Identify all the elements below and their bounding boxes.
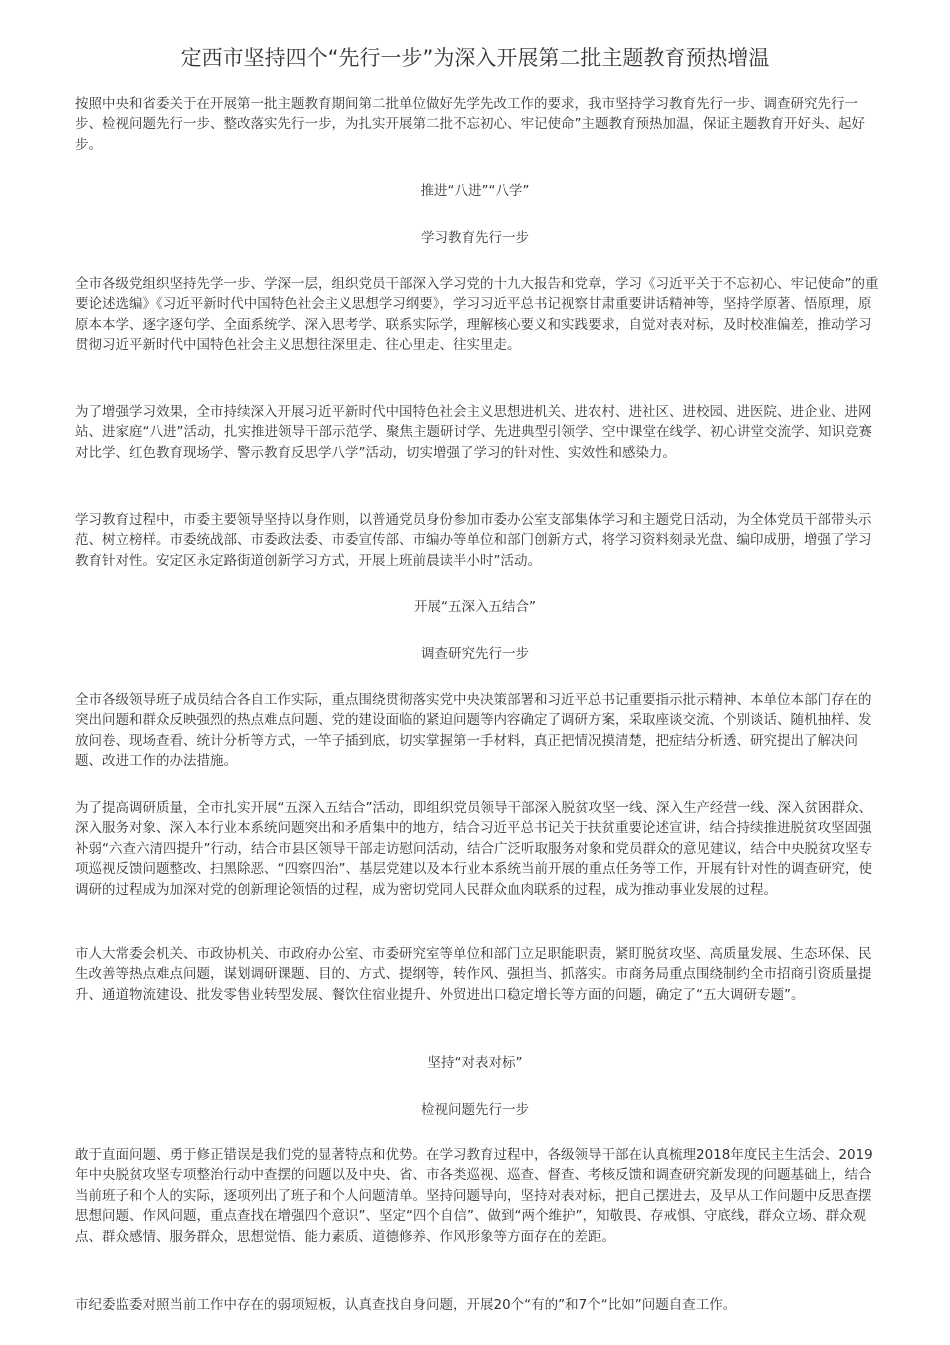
section3-paragraph-2: 市纪委监委对照当前工作中存在的弱项短板，认真查找自身问题，开展20个“有的”和7个“比如”问题自查工作。 [75,1297,737,1313]
section2-subheading: 调查研究先行一步 [421,646,529,662]
section2-paragraph-2: 为了提高调研质量，全市扎实开展“五深入五结合”活动，即组织党员领导干部深入脱贫攻坚一线、深入生产经营一线、深入贫困群众、深入服务对象、深入本行业本系统问题突出和矛盾集中的地方，结合习近平总书记关于扶贫重要论述宣讲，结合持续推进脱贫攻坚固强补弱“六查六清四提升”行动，结合市县区领导干部走访慰问活动，结合广泛听取服务对象和党员群众的意见建议，结合中央脱贫攻坚专项巡视反馈问题整改、扫黑除恶、“四察四治”、基层党建以及本行业本系统当前开展的重点任务等工作，开展有针对性的调查研究，使调研的过程成为加深对党的创新理论领悟的过程，成为密切党同人民群众血肉联系的过程，成为推动事业发展的过程。 [75,800,872,898]
section1-heading: 推进“八进”“八学” [420,183,530,199]
section2-heading: 开展“五深入五结合” [414,599,536,615]
section2-paragraph-3: 市人大常委会机关、市政协机关、市政府办公室、市委研究室等单位和部门立足职能职责，紧盯脱贫攻坚、高质量发展、生态环保、民生改善等热点难点问题，谋划调研课题、目的、方式、提纲等，转作风、强担当、抓落实。市商务局重点围绕制约全市招商引资质量提升、通道物流建设、批发零售业转型发展、餐饮住宿业提升、外贸进出口稳定增长等方面的问题，确定了“五大调研专题”。 [75,946,872,1003]
section1-subheading: 学习教育先行一步 [421,230,529,246]
article-title: 定西市坚持四个“先行一步”为深入开展第二批主题教育预热增温 [180,46,770,70]
section1-paragraph-1: 全市各级党组织坚持先学一步、学深一层，组织党员干部深入学习党的十九大报告和党章，学习《习近平关于不忘初心、牢记使命”的重要论述选编》《习近平新时代中国特色社会主义思想学习纲要》，学习习近平总书记视察甘肃重要讲话精神等，坚持学原著、悟原理，原原本本学、逐字逐句学、全面系统学、深入思考学、联系实际学，理解核心要义和实践要求，自觉对表对标，及时校准偏差，推动学习贯彻习近平新时代中国特色社会主义思想往深里走、往心里走、往实里走。 [75,276,879,354]
intro-paragraph: 按照中央和省委关于在开展第一批主题教育期间第二批单位做好先学先改工作的要求，我市坚持学习教育先行一步、调查研究先行一步、检视问题先行一步、整改落实先行一步，为扎实开展第二批不忘初心、牢记使命”主题教育预热加温，保证主题教育开好头、起好步。 [75,96,865,153]
section1-paragraph-3: 学习教育过程中，市委主要领导坚持以身作则，以普通党员身份参加市委办公室支部集体学习和主题党日活动，为全体党员干部带头示范、树立榜样。市委统战部、市委政法委、市委宣传部、市编办等单位和部门创新方式，将学习资料刻录光盘、编印成册，增强了学习教育针对性。安定区永定路街道创新学习方式，开展上班前晨读半小时”活动。 [75,512,872,569]
section2-paragraph-1: 全市各级领导班子成员结合各自工作实际，重点围绕贯彻落实党中央决策部署和习近平总书记重要指示批示精神、本单位本部门存在的突出问题和群众反映强烈的热点难点问题、党的建设面临的紧迫问题等内容确定了调研方案，采取座谈交流、个别谈话、随机抽样、发放问卷、现场查看、统计分析等方式，一竿子插到底，切实掌握第一手材料，真正把情况摸清楚，把症结分析透、研究提出了解决问题、改进工作的办法措施。 [75,692,872,770]
section3-subheading: 检视问题先行一步 [421,1102,529,1118]
section1-paragraph-2: 为了增强学习效果，全市持续深入开展习近平新时代中国特色社会主义思想进机关、进农村、进社区、进校园、进医院、进企业、进网站、进家庭“八进”活动，扎实推进领导干部示范学、聚焦主题研讨学、先进典型引领学、空中课堂在线学、初心讲堂交流学、知识竞赛对比学、红色教育现场学、警示教育反思学八学”活动，切实增强了学习的针对性、实效性和感染力。 [75,404,872,461]
section3-heading: 坚持“对表对标” [427,1055,523,1071]
section3-paragraph-1: 敢于直面问题、勇于修正错误是我们党的显著特点和优势。在学习教育过程中，各级领导干部在认真梳理2018年度民主生活会、2019年中央脱贫攻坚专项整治行动中查摆的问题以及中央、省、市各类巡视、巡查、督查、考核反馈和调查研究新发现的问题基础上，结合当前班子和个人的实际，逐项列出了班子和个人问题清单。坚持问题导向，坚持对表对标，把自己摆进去，及早从工作问题中反思查摆思想问题、作风问题，重点查找在增强四个意识”、坚定“四个自信”、做到“两个维护”，知敬畏、存戒惧、守底线，群众立场、群众观点、群众感情、服务群众，思想觉悟、能力素质、道德修养、作风形象等方面存在的差距。 [75,1147,873,1245]
